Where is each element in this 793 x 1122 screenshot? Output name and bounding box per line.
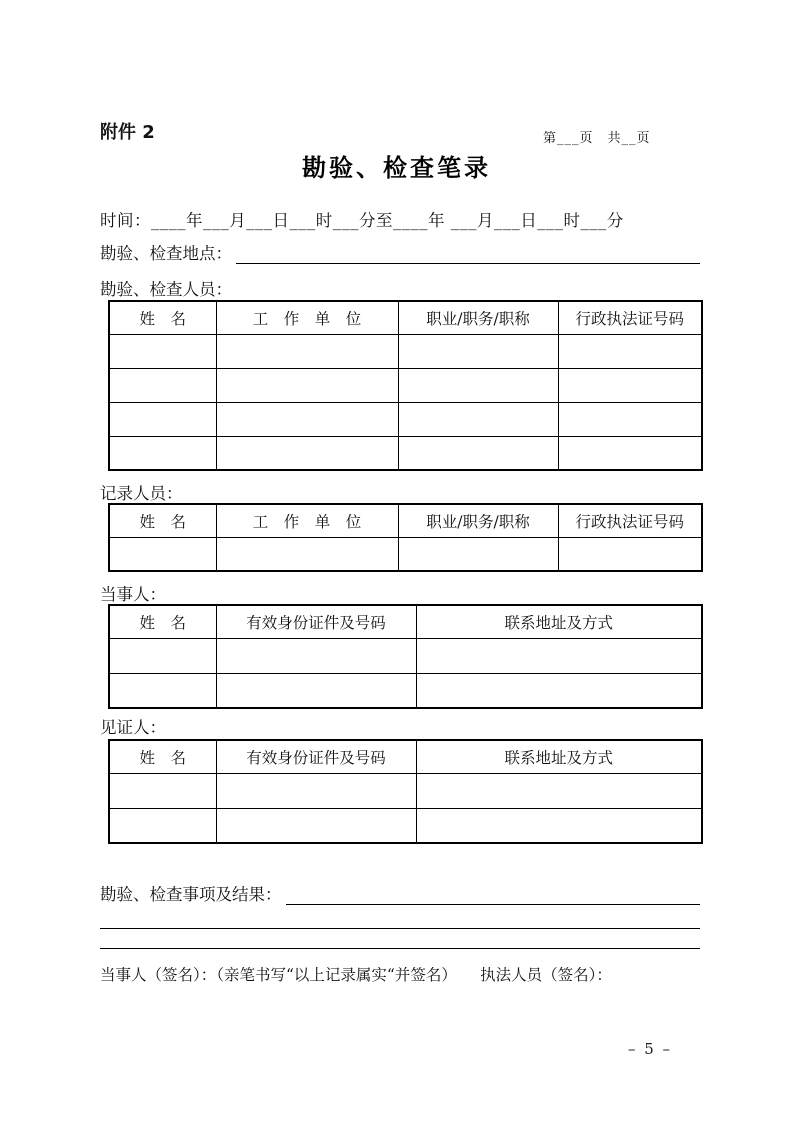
empty-cell [109, 334, 216, 368]
time-field: 时间：____年___月___日___时___分至____年 ___月___日___时___分 [100, 211, 624, 230]
form-title: 勘验、检查笔录 [302, 154, 491, 182]
page-counter: 第___页 共__页 [543, 131, 651, 146]
col-header-occupation: 职业/职务/职称 [398, 504, 558, 537]
table-row [109, 436, 702, 470]
empty-cell [216, 334, 398, 368]
empty-cell [558, 402, 702, 436]
empty-cell [109, 638, 216, 673]
col-header-workunit: 工 作 单 位 [216, 301, 398, 334]
results-blank-line [286, 885, 701, 905]
witness-table [108, 739, 703, 844]
empty-cell [109, 808, 216, 843]
empty-cell [398, 334, 558, 368]
col-header-id: 有效身份证件及号码 [216, 740, 416, 773]
col-header-license: 行政执法证号码 [558, 301, 702, 334]
empty-cell [558, 334, 702, 368]
col-header-contact: 联系地址及方式 [416, 740, 702, 773]
empty-cell [216, 638, 416, 673]
table-row [109, 334, 702, 368]
section-label-inspectors: 勘验、检查人员： [100, 280, 232, 299]
inspectors-table [108, 300, 703, 471]
results-field [100, 881, 700, 905]
table-header-row [109, 605, 702, 638]
empty-cell [398, 436, 558, 470]
recorders-table [108, 503, 703, 572]
results-blank-line-3 [100, 948, 700, 949]
empty-cell [109, 537, 216, 571]
results-blank-line-2 [100, 928, 700, 929]
table-header-row [109, 301, 702, 334]
empty-cell [558, 368, 702, 402]
empty-cell [398, 537, 558, 571]
table-header-row [109, 504, 702, 537]
col-header-occupation: 职业/职务/职称 [398, 301, 558, 334]
col-header-license: 行政执法证号码 [558, 504, 702, 537]
empty-cell [109, 368, 216, 402]
col-header-name: 姓 名 [109, 301, 216, 334]
empty-cell [216, 808, 416, 843]
empty-cell [216, 368, 398, 402]
table-row [109, 673, 702, 708]
empty-cell [416, 808, 702, 843]
col-header-contact: 联系地址及方式 [416, 605, 702, 638]
empty-cell [216, 673, 416, 708]
empty-cell [216, 402, 398, 436]
location-field [100, 240, 700, 264]
col-header-workunit: 工 作 单 位 [216, 504, 398, 537]
table-row [109, 773, 702, 808]
table-row [109, 402, 702, 436]
empty-cell [216, 537, 398, 571]
attachment-label: 附件 2 [100, 122, 155, 143]
empty-cell [558, 537, 702, 571]
table-header-row [109, 740, 702, 773]
page-number: – 5 – [627, 1040, 673, 1058]
empty-cell [109, 773, 216, 808]
empty-cell [216, 773, 416, 808]
col-header-name: 姓 名 [109, 504, 216, 537]
location-blank-line [236, 244, 700, 264]
empty-cell [109, 673, 216, 708]
table-row [109, 368, 702, 402]
section-label-witness: 见证人： [100, 718, 166, 737]
empty-cell [398, 368, 558, 402]
empty-cell [416, 773, 702, 808]
empty-cell [398, 402, 558, 436]
col-header-name: 姓 名 [109, 605, 216, 638]
section-label-party: 当事人： [100, 585, 166, 604]
table-row [109, 808, 702, 843]
empty-cell [416, 673, 702, 708]
empty-cell [216, 436, 398, 470]
col-header-name: 姓 名 [109, 740, 216, 773]
table-row [109, 537, 702, 571]
table-row [109, 638, 702, 673]
empty-cell [109, 402, 216, 436]
party-table [108, 604, 703, 709]
empty-cell [109, 436, 216, 470]
results-label: 勘验、检查事项及结果： [100, 885, 282, 904]
location-label: 勘验、检查地点： [100, 244, 232, 263]
section-label-recorders: 记录人员： [100, 484, 183, 503]
signature-line: 当事人（签名）：（亲笔书写“以上记录属实“并签名） 执法人员（签名）： [100, 966, 612, 984]
empty-cell [558, 436, 702, 470]
col-header-id: 有效身份证件及号码 [216, 605, 416, 638]
empty-cell [416, 638, 702, 673]
